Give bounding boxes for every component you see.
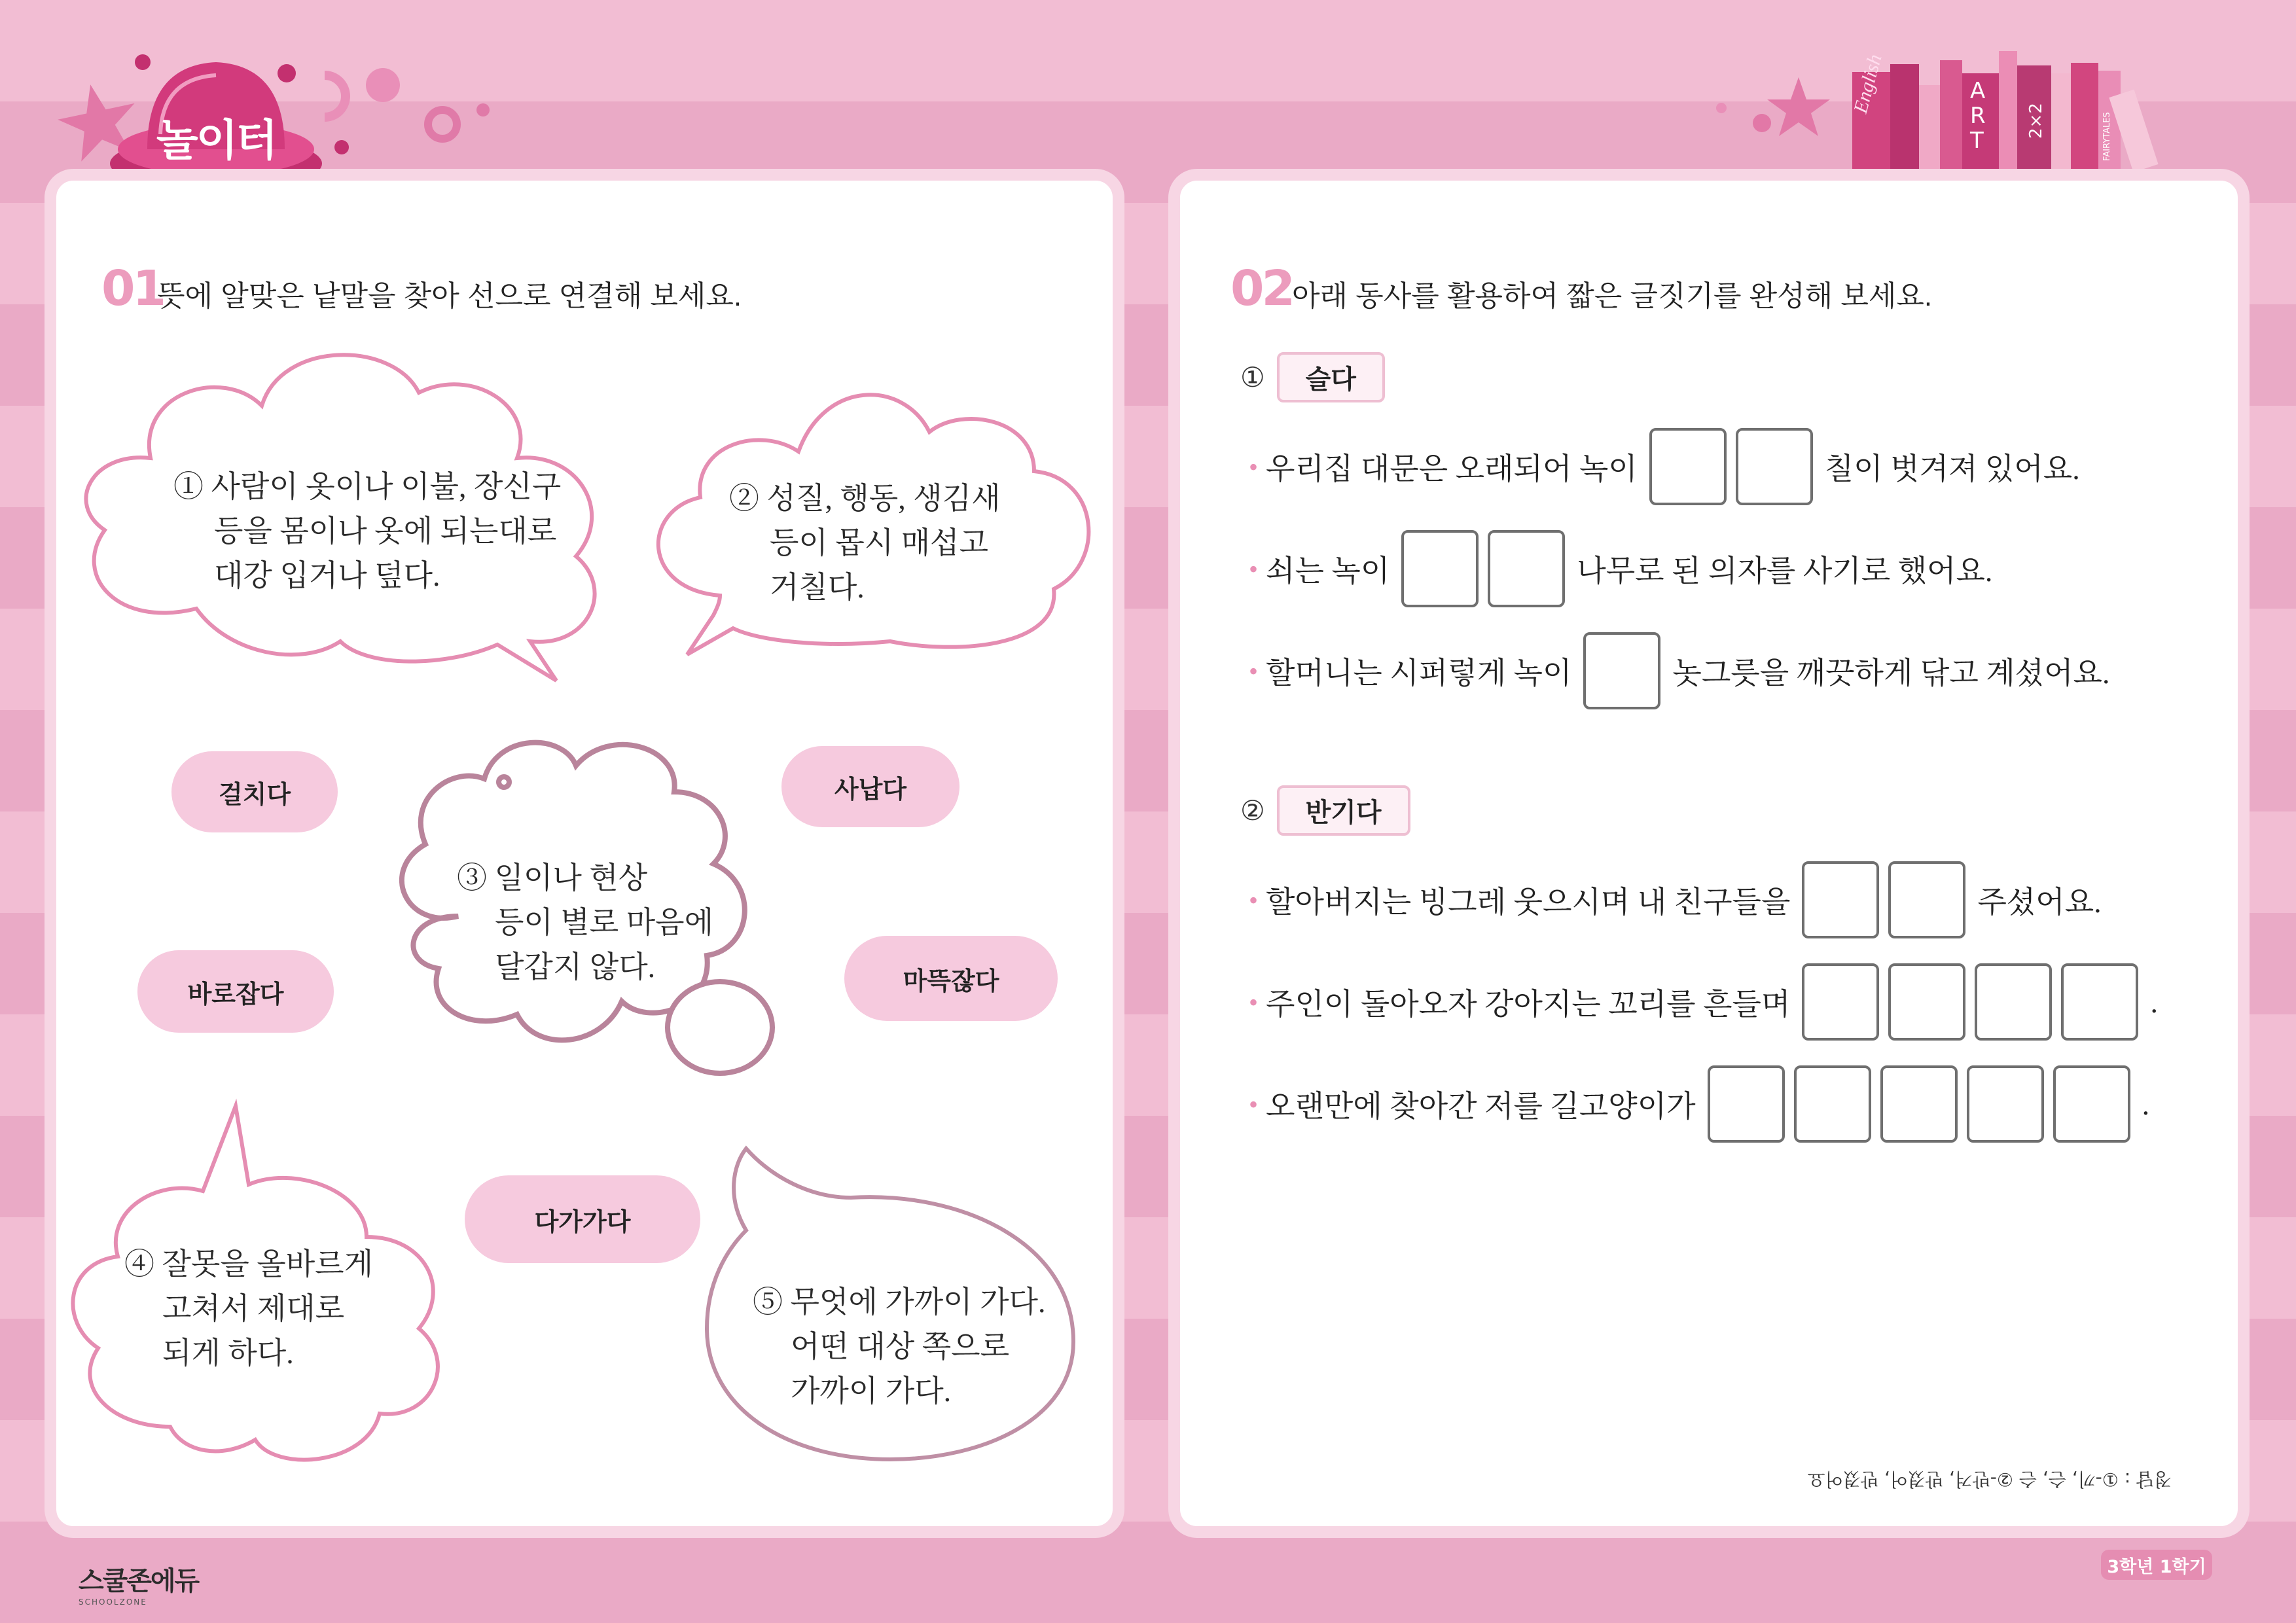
verb-chip-1: 슬다 [1277, 352, 1385, 402]
sentence-1-2: • 쇠는 녹이 나무로 된 의자를 사기로 했어요. [1249, 527, 1992, 610]
answer-box[interactable] [1967, 1065, 2044, 1143]
sentence-2-3: • 오랜만에 찾아간 저를 길고양이가 . [1249, 1063, 2149, 1145]
section-badge-label: 놀이터 [156, 115, 276, 166]
star-icon [1767, 77, 1830, 136]
book-label-math: 2×2 [2026, 103, 2046, 139]
answer-boxes [1708, 1065, 2130, 1143]
answer-note: 정답 : ①-끼, 슨, 슨 ②-반겨, 반겼어, 반겼어요 [1807, 1469, 2172, 1490]
answer-box[interactable] [1649, 428, 1727, 505]
book-label-fairytales: FAIRYTALES [2102, 112, 2112, 161]
word-chip-5[interactable]: 다가가다 [465, 1175, 700, 1263]
definition-5: ⑤ 무엇에 가까이 가다. 어떤 대상 쪽으로 가까이 가다. [753, 1285, 1046, 1408]
answer-box[interactable] [1708, 1065, 1785, 1143]
word-chip-3[interactable]: 바로잡다 [137, 950, 334, 1033]
answer-box[interactable] [1401, 530, 1479, 607]
answer-boxes [1583, 632, 1660, 709]
sentence-1-3: • 할머니는 시퍼렇게 녹이 놋그릇을 깨끗하게 닦고 계셨어요. [1249, 630, 2110, 712]
answer-box[interactable] [1880, 1065, 1958, 1143]
definition-4: ④ 잘못을 올바르게 고쳐서 제대로 되게 하다. [124, 1247, 374, 1370]
q1-number: 01 [101, 260, 164, 317]
verb-group-1-label: ① 슬다 [1240, 352, 1385, 402]
sentence-1-1: • 우리집 대문은 오래되어 녹이 칠이 벗겨져 있어요. [1249, 425, 2080, 508]
answer-box[interactable] [1488, 530, 1565, 607]
q1-instruction: 뜻에 알맞은 낱말을 찾아 선으로 연결해 보세요. [157, 280, 742, 312]
book-label-english: English [1850, 52, 1886, 116]
bookshelf-icon [1852, 51, 2159, 172]
answer-box[interactable] [1802, 963, 1879, 1041]
answer-box[interactable] [2061, 963, 2138, 1041]
answer-box[interactable] [2053, 1065, 2130, 1143]
definition-2: ② 성질, 행동, 생김새 등이 몹시 매섭고 거칠다. [729, 482, 1001, 604]
book-label-art: ART [1970, 78, 1986, 154]
answer-box[interactable] [1736, 428, 1813, 505]
verb-chip-2: 반기다 [1277, 785, 1410, 836]
brand-logo [79, 1560, 198, 1607]
answer-box[interactable] [1975, 963, 2052, 1041]
q2-instruction: 아래 동사를 활용하여 짧은 글짓기를 완성해 보세요. [1292, 280, 1933, 312]
answer-box[interactable] [1583, 632, 1660, 709]
brand-subtitle: SCHOOLZONE [79, 1597, 147, 1607]
q2-number: 02 [1230, 260, 1293, 317]
brand-name: 스쿨존에듀 [79, 1566, 199, 1596]
answer-boxes [1401, 530, 1565, 607]
sentence-2-2: • 주인이 돌아오자 강아지는 꼬리를 흔들며 . [1249, 961, 2158, 1043]
sentence-2-1: • 할아버지는 빙그레 웃으시며 내 친구들을 주셨어요. [1249, 859, 2102, 941]
answer-boxes [1802, 963, 2138, 1041]
answer-box[interactable] [1888, 963, 1965, 1041]
answer-boxes [1649, 428, 1813, 505]
answer-box[interactable] [1802, 861, 1879, 938]
answer-box[interactable] [1888, 861, 1965, 938]
word-chip-4[interactable]: 마뜩잖다 [844, 936, 1058, 1021]
definition-1: ① 사람이 옷이나 이불, 장신구 등을 몸이나 옷에 되는대로 대강 입거나 덮다. [173, 470, 562, 592]
answer-boxes [1802, 861, 1965, 938]
grade-badge: 3학년 1학기 [2101, 1550, 2212, 1580]
word-chip-2[interactable]: 사납다 [781, 746, 960, 827]
verb-group-2-label: ② 반기다 [1240, 785, 1410, 836]
answer-box[interactable] [1794, 1065, 1871, 1143]
word-chip-1[interactable]: 걸치다 [171, 751, 338, 832]
definition-3: ③ 일이나 현상 등이 별로 마음에 달갑지 않다. [457, 861, 714, 984]
